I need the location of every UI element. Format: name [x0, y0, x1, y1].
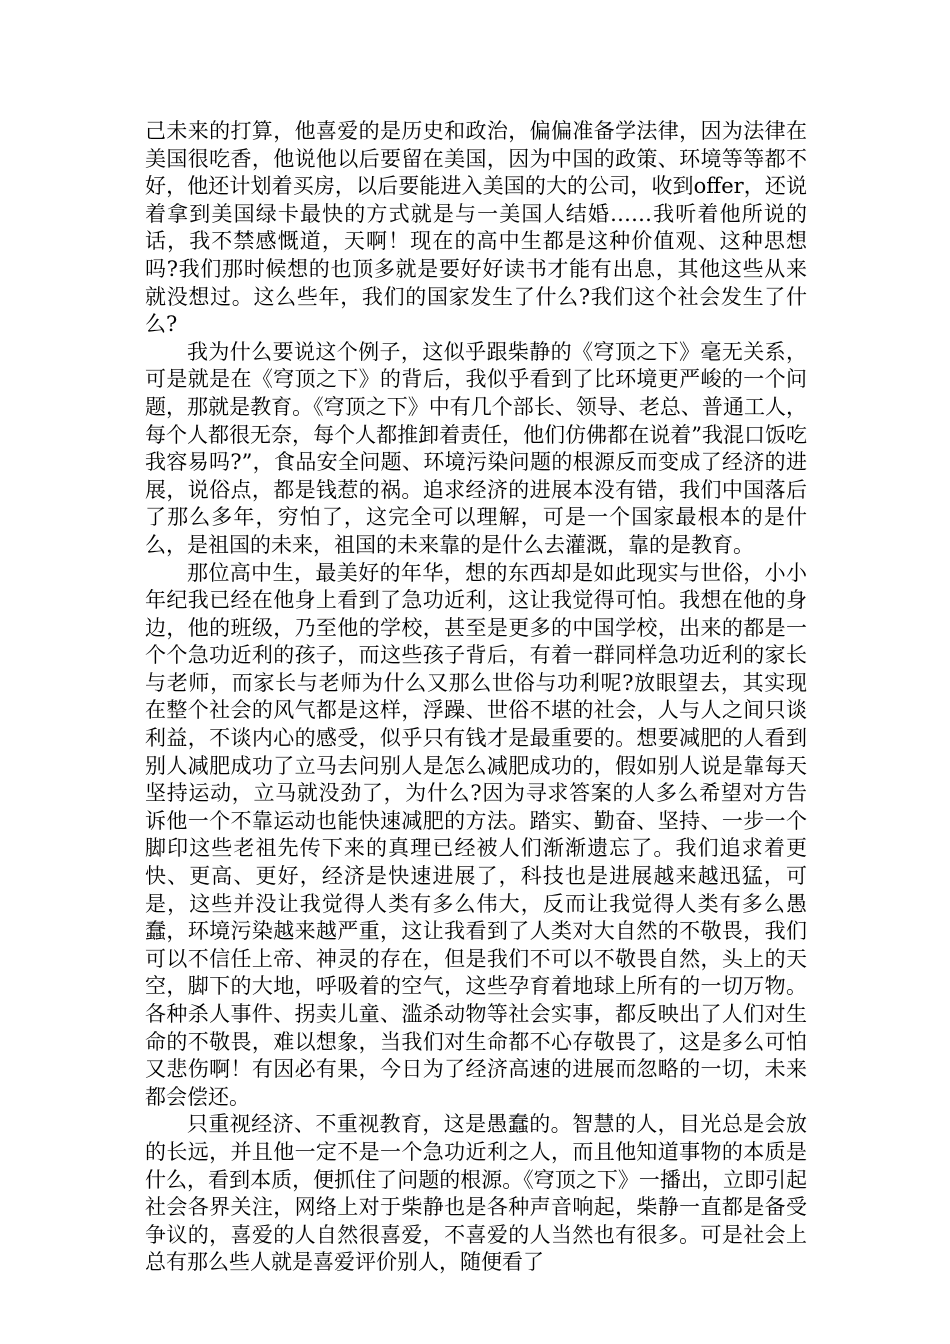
paragraph-2: 我为什么要说这个例子，这似乎跟柴静的《穹顶之下》毫无关系，可是就是在《穹顶之下》的背后，我似乎看到了比环境更严峻的一个问题，那就是教育。《穹顶之下》中有几个部长、领导、老总、普通工人，每个人都很无奈，每个人都推卸着责任，他们仿佛都在说着”我混口饭吃我容易吗?”，食品安全问题、环境污染问题的根源反而变成了经济的进展，说俗点，都是钱惹的祸。追求经济的进展本没有错，我们中国落后了那么多年，穷怕了，这完全可以理解，可是一个国家最根本的是什么，是祖国的未来，祖国的未来靠的是什么去灌溉，靠的是教育。	[145, 339, 807, 557]
paragraph-1: 己未来的打算，他喜爱的是历史和政治，偏偏准备学法律，因为法律在美国很吃香，他说他以后要留在美国，因为中国的政策、环境等等都不好，他还计划着买房，以后要能进入美国的大的公司，收到offer，还说着拿到美国绿卡最快的方式就是与一美国人结婚……我听着他所说的话，我不禁感慨道，天啊！现在的高中生都是这种价值观、这种思想吗?我们那时候想的也顶多就是要好好读书才能有出息，其他这些从来就没想过。这么些年，我们的国家发生了什么?我们这个社会发生了什么?	[145, 119, 807, 337]
paragraph-4: 只重视经济、不重视教育，这是愚蠢的。智慧的人，目光总是会放的长远，并且他一定不是一个急功近利之人，而且他知道事物的本质是什么，看到本质，便抓住了问题的根源。《穹顶之下》一播出，立即引起社会各界关注，网络上对于柴静也是各种声音响起，柴静一直都是备受争议的，喜爱的人自然很喜爱，不喜爱的人当然也有很多。可是社会上总有那么些人就是喜爱评价别人，随便看了	[145, 1112, 807, 1275]
document-page	[145, 118, 807, 1277]
paragraph-3: 那位高中生，最美好的年华，想的东西却是如此现实与世俗，小小年纪我已经在他身上看到了急功近利，这让我觉得可怕。我想在他的身边，他的班级，乃至他的学校，甚至是更多的中国学校，出来的都是一个个急功近利的孩子，而这些孩子背后，有着一群同样急功近利的家长与老师，而家长与老师为什么又那么世俗与功利呢?放眼望去，其实现在整个社会的风气都是这样，浮躁、世俗不堪的社会，人与人之间只谈利益，不谈内心的感受，似乎只有钱才是最重要的。想要减肥的人看到别人减肥成功了立马去问别人是怎么减肥成功的，假如别人说是靠每天坚持运动，立马就没劲了，为什么?因为寻求答案的人多么希望对方告诉他一个不靠运动也能快速减肥的方法。踏实、勤奋、坚持、一步一个脚印这些老祖先传下来的真理已经被人们渐渐遗忘了。我们追求着更快、更高、更好，经济是快速进展了，科技也是进展越来越迅猛，可是，这些并没让我觉得人类有多么伟大，反而让我觉得人类有多么愚蠢，环境污染越来越严重，这让我看到了人类对大自然的不敬畏，我们可以不信任上帝、神灵的存在，但是我们不可以不敬畏自然，头上的天空，脚下的大地，呼吸着的空气，这些孕育着地球上所有的一切万物。各种杀人事件、拐卖儿童、滥杀动物等社会实事，都反映出了人们对生命的不敬畏，难以想象，当我们对生命都不心存敬畏了，这是多么可怕又悲伤啊！有因必有果，今日为了经济高速的进展而忽略的一切，未来都会偿还。	[145, 560, 807, 1109]
